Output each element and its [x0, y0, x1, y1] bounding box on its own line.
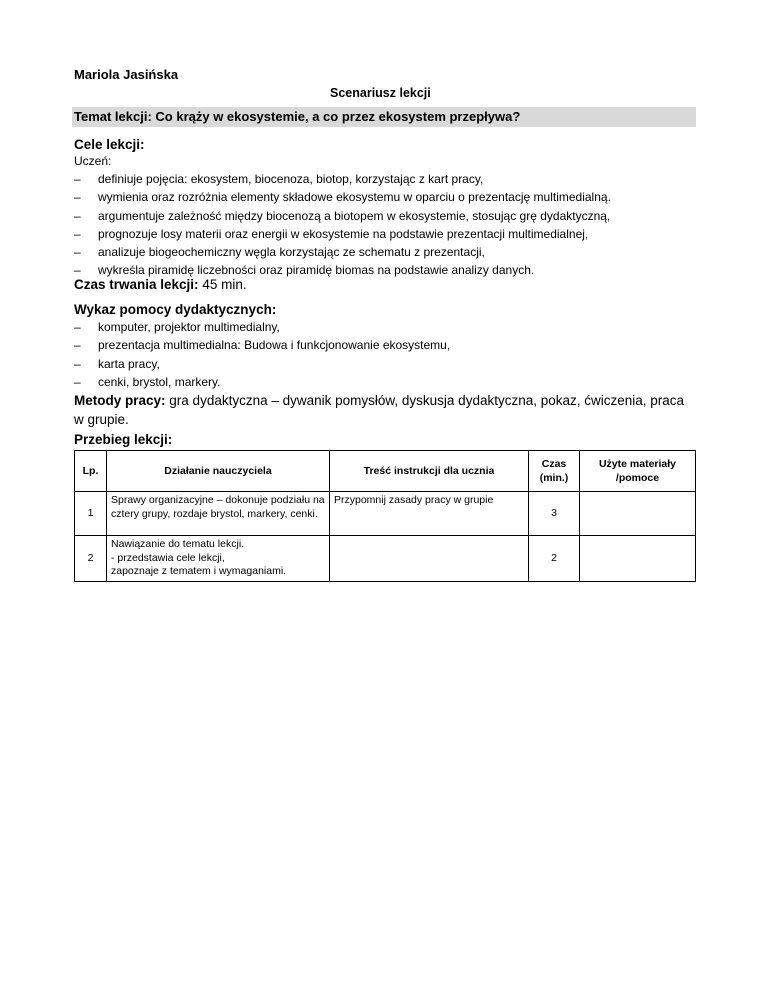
row-instruction	[330, 536, 529, 582]
aid-item: – prezentacja multimedialna: Budowa i funkcjonowanie ekosystemu,	[74, 336, 450, 354]
goal-item: – wykreśla piramidę liczebności oraz piramidę biomas na podstawie analizy danych.	[74, 261, 611, 279]
row-materials	[580, 536, 696, 582]
row-teacher-action: Nawiązanie do tematu lekcji. - przedstawia cele lekcji, zapoznaje z tematem i wymaganiami.	[107, 536, 330, 582]
document-title: Scenariusz lekcji	[330, 86, 431, 100]
course-heading: Przebieg lekcji:	[74, 432, 173, 447]
methods-label: Metody pracy:	[74, 393, 166, 408]
duration-value: 45 min.	[202, 277, 247, 292]
col-header-teacher: Działanie nauczyciela	[107, 451, 330, 492]
row-time: 3	[529, 492, 580, 536]
methods-paragraph	[74, 391, 694, 429]
table-row	[75, 536, 696, 582]
col-header-lp: Lp.	[75, 451, 107, 492]
goals-list	[74, 170, 611, 280]
goal-item: – wymienia oraz rozróżnia elementy składowe ekosystemu w oparciu o prezentację multimedialną.	[74, 188, 611, 206]
goals-heading: Cele lekcji:	[74, 137, 145, 152]
goal-item: – argumentuje zależność między biocenozą a biotopem w ekosystemie, stosując grę dydaktyczną,	[74, 207, 611, 225]
row-lp: 1	[75, 492, 107, 536]
lesson-topic: Temat lekcji: Co krąży w ekosystemie, a co przez ekosystem przepływa?	[72, 107, 696, 127]
col-header-instruction: Treść instrukcji dla ucznia	[330, 451, 529, 492]
aid-item: – karta pracy,	[74, 355, 450, 373]
aids-heading: Wykaz pomocy dydaktycznych:	[74, 302, 277, 317]
row-teacher-action: Sprawy organizacyjne – dokonuje podziału na cztery grupy, rozdaje brystol, markery, cenki.	[107, 492, 330, 536]
goal-item: – prognozuje losy materii oraz energii w ekosystemie na podstawie prezentacji multimedialnej,	[74, 225, 611, 243]
table-row	[75, 492, 696, 536]
lesson-plan-table	[74, 450, 696, 582]
aid-item: – komputer, projektor multimedialny,	[74, 318, 450, 336]
aids-list	[74, 318, 450, 391]
row-lp: 2	[75, 536, 107, 582]
methods-value: gra dydaktyczna – dywanik pomysłów, dyskusja dydaktyczna, pokaz, ćwiczenia, praca w grupie.	[74, 393, 685, 427]
row-time: 2	[529, 536, 580, 582]
col-header-time: Czas (min.)	[529, 451, 580, 492]
row-materials	[580, 492, 696, 536]
col-header-materials: Użyte materiały /pomoce	[580, 451, 696, 492]
aid-item: – cenki, brystol, markery.	[74, 373, 450, 391]
goal-item: – analizuje biogeochemiczny węgla korzystając ze schematu z prezentacji,	[74, 243, 611, 261]
goal-item: – definiuje pojęcia: ekosystem, biocenoza, biotop, korzystając z kart pracy,	[74, 170, 611, 188]
duration-label: Czas trwania lekcji:	[74, 277, 199, 292]
goals-intro: Uczeń:	[74, 154, 112, 168]
row-instruction: Przypomnij zasady pracy w grupie	[330, 492, 529, 536]
duration-line	[74, 277, 247, 292]
author-name: Mariola Jasińska	[74, 67, 179, 82]
table-header-row	[75, 451, 696, 492]
